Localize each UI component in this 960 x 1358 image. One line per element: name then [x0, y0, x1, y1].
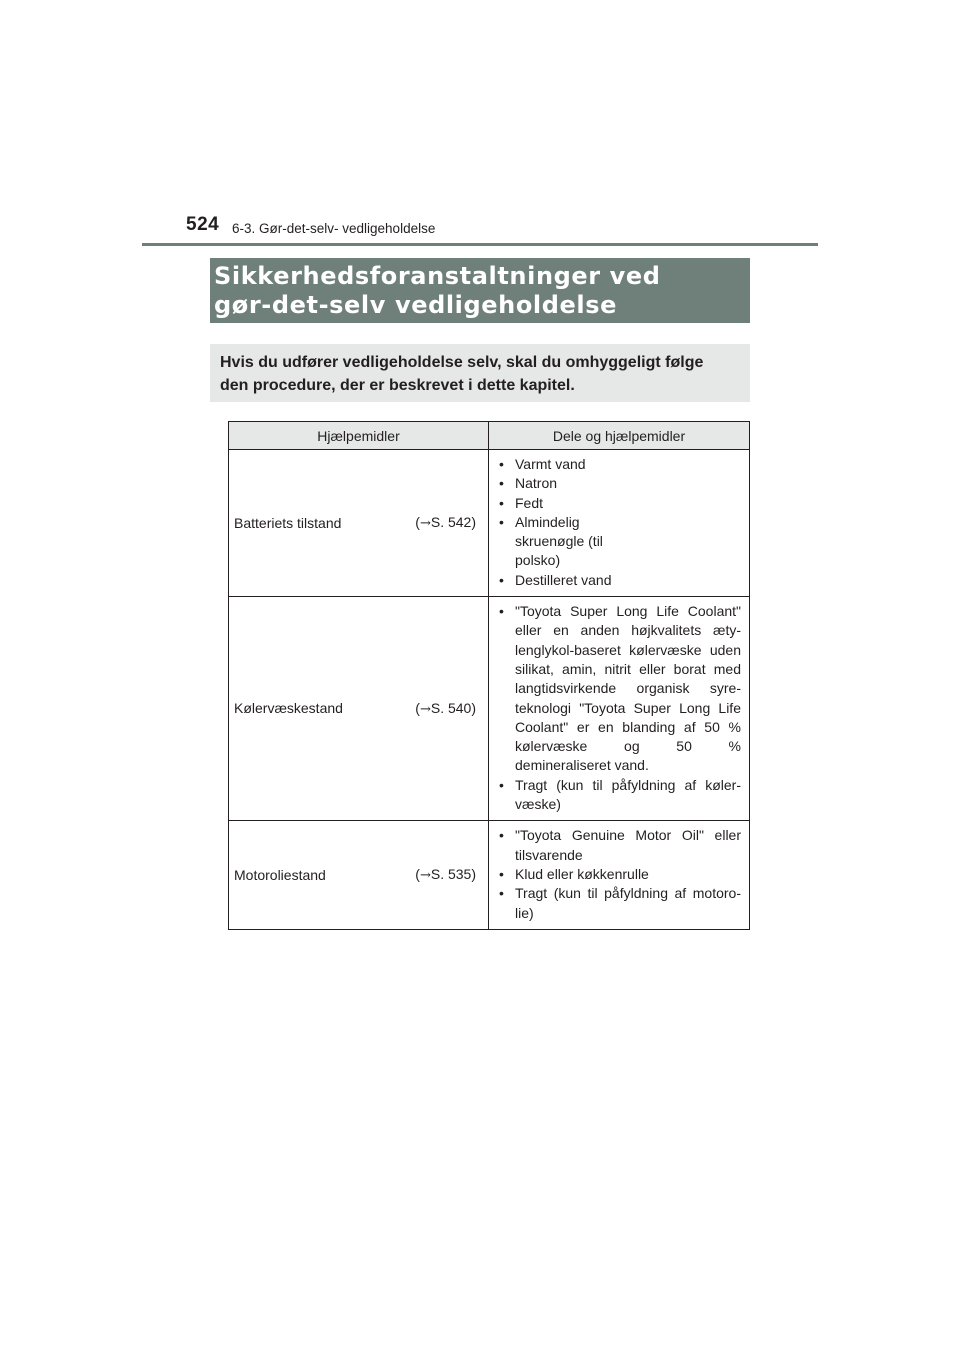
parts-list — [497, 602, 741, 814]
check-item-cell — [229, 821, 489, 929]
ref-open-paren: ( — [415, 699, 420, 716]
check-item-label: Motoroliestand — [234, 866, 326, 883]
page-title-line-2: gør-det-selv vedligeholdelse — [214, 291, 618, 319]
maintenance-parts-table — [228, 421, 750, 930]
parts-list-cell — [489, 821, 750, 929]
list-item: • Tragt (kun til påfyldning af motorolie) — [497, 884, 741, 923]
column-header-tools: Hjælpemidler — [229, 422, 489, 450]
check-item-cell — [229, 450, 489, 597]
table-row — [229, 597, 750, 821]
section-header: 6-3. Gør-det-selv- vedligeholdelse — [232, 221, 436, 236]
list-item: • Varmt vand — [497, 455, 741, 474]
intro-text-line-2: den procedure, der er beskrevet i dette kapitel. — [220, 377, 575, 394]
column-header-parts: Dele og hjælpemidler — [489, 422, 750, 450]
ref-page: S. 535) — [430, 866, 476, 883]
list-item: • "Toyota Super Long Life Coolant" eller en anden højkvalitets ætylenglykol-baseret kølervæske uden silikat, amin, nitrit eller borat med langtidsvirkende organisk syreteknologi "Toyota Super Long Life Coolant" er en blanding af 50 % kølervæske og 50 % demineraliseret vand. — [497, 602, 741, 776]
section-title-banner — [210, 258, 750, 323]
parts-list — [497, 455, 741, 590]
intro-text-line-1: Hvis du udfører vedligeholdelse selv, skal du omhyggeligt følge — [220, 354, 704, 371]
list-item: • Fedt — [497, 494, 741, 513]
check-item-label: Batteriets tilstand — [234, 514, 342, 531]
arrow-right-icon: → — [419, 516, 431, 532]
ref-page: S. 542) — [430, 514, 476, 531]
parts-list — [497, 826, 741, 922]
page-title-line-1: Sikkerhedsforanstaltninger ved — [214, 262, 661, 290]
intro-panel — [210, 344, 750, 402]
table-row — [229, 450, 750, 597]
ref-page: S. 540) — [430, 699, 476, 716]
ref-open-paren: ( — [415, 866, 420, 883]
arrow-right-icon: → — [419, 868, 431, 884]
table-header-row — [229, 422, 750, 450]
check-item-label: Kølervæskestand — [234, 700, 343, 717]
list-item: • "Toyota Genuine Motor Oil" eller tilsvarende — [497, 826, 741, 865]
page-reference — [415, 699, 476, 719]
list-item: • Almindelig skruenøgle (til polsko) — [497, 513, 633, 571]
page-number: 524 — [186, 214, 220, 235]
page-reference — [415, 865, 476, 885]
header-divider — [142, 243, 818, 246]
arrow-right-icon: → — [419, 701, 431, 717]
page-reference — [415, 513, 476, 533]
table-row — [229, 821, 750, 929]
list-item: • Destilleret vand — [497, 571, 741, 590]
list-item: • Tragt (kun til påfyldning af kølervæske) — [497, 776, 741, 815]
parts-list-cell — [489, 450, 750, 597]
check-item-cell — [229, 597, 489, 821]
parts-list-cell — [489, 597, 750, 821]
ref-open-paren: ( — [415, 514, 420, 531]
list-item: • Natron — [497, 474, 741, 493]
list-item: • Klud eller køkkenrulle — [497, 865, 741, 884]
